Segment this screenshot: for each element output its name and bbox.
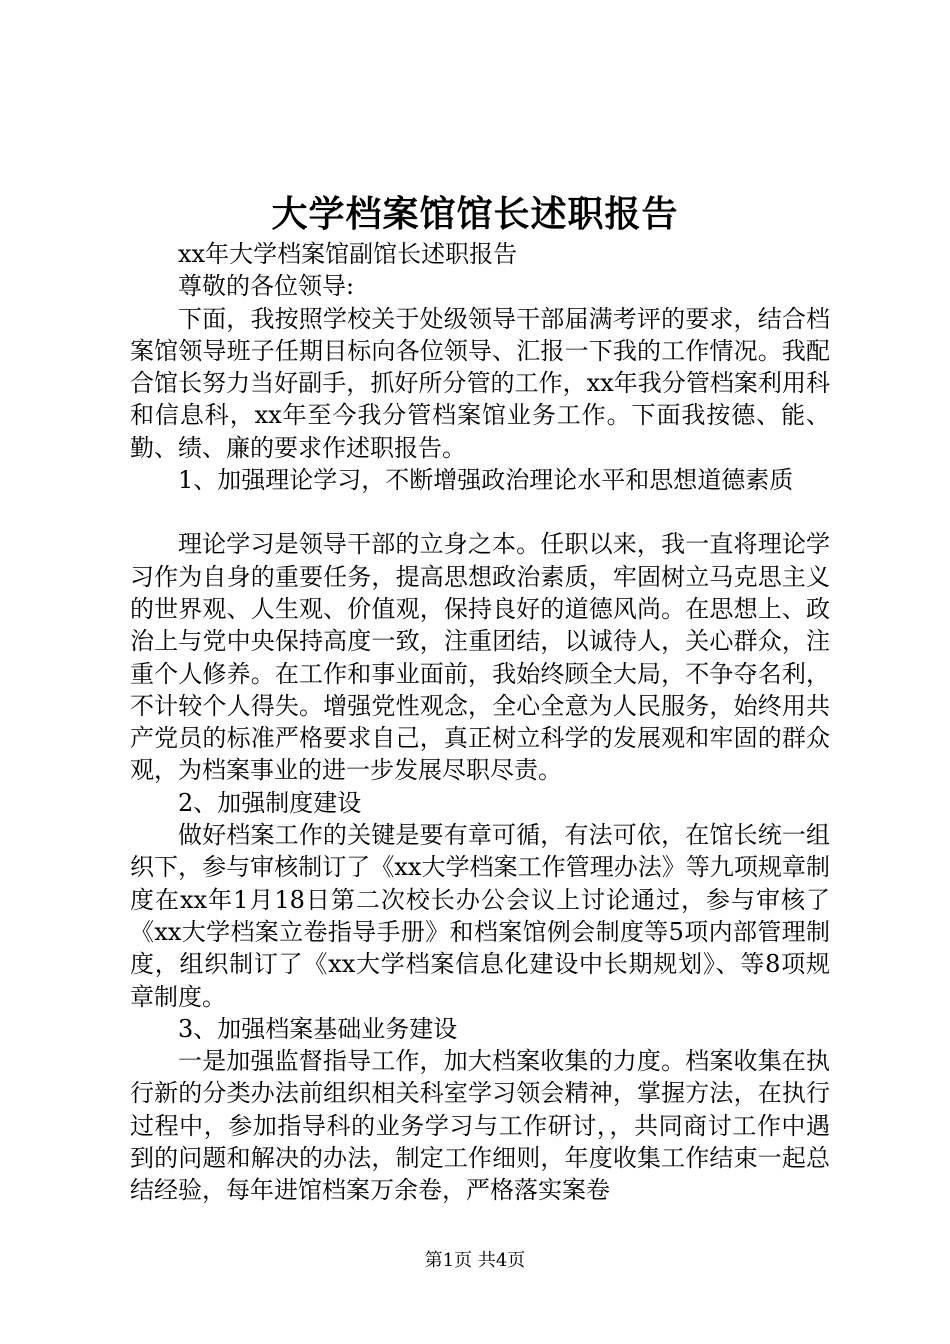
section-heading-2: 2、加强制度建设 [178,788,362,817]
intro-paragraph: 下面，我按照学校关于处级领导干部届满考评的要求，结合档案馆领导班子任期目标向各位领导、汇报一下我的工作情况。我配合馆长努力当好副手，抓好所分管的工作，xx年我分管档案利用科和信息科，xx年至今我分管档案馆业务工作。下面我按德、能、勤、绩、廉的要求作述职报告。 [130,304,830,462]
document-body [130,238,830,1207]
subtitle-line: xx年大学档案馆副馆长述职报告 [178,240,518,268]
section-heading-3: 3、加强档案基础业务建设 [178,1014,458,1043]
section-1-paragraph: 理论学习是领导干部的立身之本。任职以来，我一直将理论学习作为自身的重要任务，提高思想政治素质，牢固树立马克思主义的世界观、人生观、价值观，保持良好的道德风尚。在思想上、政治上与党中央保持高度一致，注重团结，以诚待人，关心群众，注重个人修养。在工作和事业面前，我始终顾全大局，不争夺名利，不计较个人得失。增强党性观念，全心全意为人民服务，始终用共产党员的标准严格要求自己，真正树立科学的发展观和牢固的群众观，为档案事业的进一步发展尽职尽责。 [130,530,830,785]
section-heading-1: 1、加强理论学习，不断增强政治理论水平和思想道德素质 [178,466,794,495]
section-2-paragraph: 做好档案工作的关键是要有章可循，有法可依，在馆长统一组织下，参与审核制订了《xx大学档案工作管理办法》等九项规章制度在xx年1月18日第二次校长办公会议上讨论通过，参与审核了《xx大学档案立卷指导手册》和档案馆例会制度等5项内部管理制度，组织制订了《xx大学档案信息化建设中长期规划》、等8项规章制度。 [130,821,830,1011]
page-footer: 第1页 共4页 [424,1250,526,1271]
salutation: 尊敬的各位领导: [178,272,355,301]
document-title: 大学档案馆馆长述职报告 [271,193,679,235]
section-3-paragraph: 一是加强监督指导工作，加大档案收集的力度。档案收集在执行新的分类办法前组织相关科室学习领会精神，掌握方法，在执行过程中，参加指导科的业务学习与工作研讨，，共同商讨工作中遇到的问题和解决的办法，制定工作细则，年度收集工作结束一起总结经验，每年进馆档案万余卷，严格落实案卷 [130,1047,830,1205]
